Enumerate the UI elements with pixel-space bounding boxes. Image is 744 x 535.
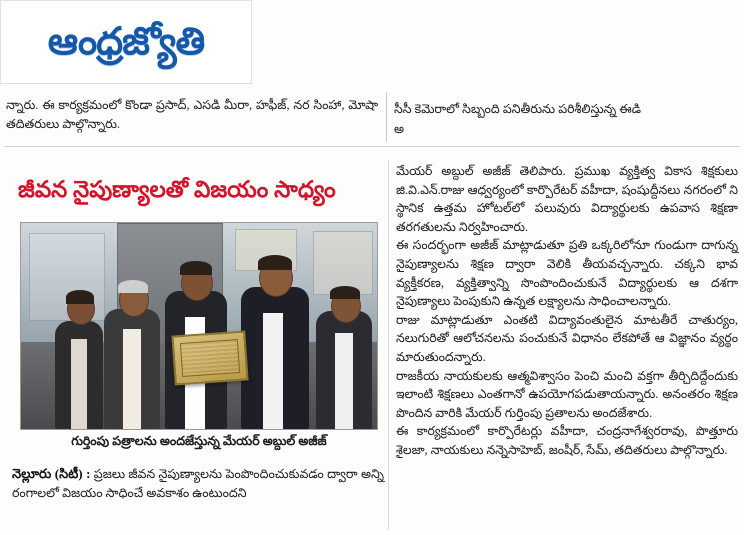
photo-memento-plaque-inner <box>180 339 240 377</box>
top-right-caption <box>394 100 744 138</box>
article-lead-text: ప్రజలు జీవన నైపుణ్యాలను పెంపొందించుకువడం ద్వారా అన్ని రంగాలలో విజయం సాధించే అవకాశం ఉంటుందని <box>12 467 385 500</box>
photo-person-2 <box>101 277 163 429</box>
article-photo <box>20 222 378 430</box>
top-left-continuation-text: న్నారు. ఈ కార్యక్రమంలో కొండా ప్రసాద్, ఎసడి మీరా, హఫీజ్, నర సింహా, మోషా తదితరులు పాల్గొన్నారు. <box>6 98 378 131</box>
photo-person-1-shirt <box>71 339 87 429</box>
article-right-column <box>396 162 738 460</box>
photo-person-2-hair <box>118 280 148 293</box>
photo-person-4-shirt <box>263 313 283 429</box>
photo-caption: గుర్తింపు పత్రాలను అందజేస్తున్న మేయర్ అబ్దుల్ అజీజ్ <box>71 434 327 448</box>
column-divider-main <box>388 160 389 530</box>
masthead-title: ఆంధ్రజ్యోతి <box>47 21 205 63</box>
photo-person-5 <box>313 281 375 429</box>
masthead-logo <box>0 0 252 84</box>
photo-memento-plaque <box>171 330 248 385</box>
article-paragraph: మేయర్ అబ్దుల్ అజీజ్ తెలిపారు. ప్రముఖ వ్యక్తిత్వ వికాస శిక్షకులు జి.వి.ఎన్.రాజు ఆధ్వర్యంలో కార్పొరేటర్ వహీదా, షంషుద్దీనలు నగరంలో ని స్థానిక ఉత్తమ హోటల్‌లో పలువురు విద్యార్థులకు ఉపవాస శిక్షణా తరగతులను నిర్వహించారు. <box>396 164 738 234</box>
section-divider <box>4 146 740 147</box>
photo-person-4 <box>237 253 313 429</box>
article-paragraph: ఈ సందర్భంగా అజీజ్ మాట్లాడుతూ ప్రతి ఒక్కరిలోనూ గుండుగా దాగున్న నైపుణ్యాలను శిక్షణ ద్వారా వెలికి తీయవచ్చన్నారు. చక్కని భావ వ్యక్తీకరణ, వ్యక్తిత్వాన్ని సొంపొందించుకునే విద్యార్థులకు ఆ దశగా నైపుణ్యాలు పెంపుకుని ఉన్నత లక్ష్యాలను సాధించాలన్నారు. <box>396 238 738 309</box>
article-paragraph: రాజకీయ నాయకులకు ఆత్మవిశ్వాసం పెంచి మంచి వక్తగా తీర్చిదిద్దేందుకు ఇలాంటి శిక్షణలు ఎంతగానో ఉపయోగపడుతాయన్నారు. అనంతరం శిక్షణ పొందిన వారికి మేయర్ గుర్తింపు ప్రతాలను అందజేశారు. <box>396 368 738 420</box>
article-paragraph: ఈ కార్యక్రమంలో కార్పొరేటర్లు వహీదా, చంద్రనాగేశ్వరరావు, పొత్తూరు శైలజా, నాయకులు నన్నెసాహెబ్, జంషీర్, సేమ్, తదితరులు పాల్గొన్నారు. <box>396 424 738 457</box>
top-right-caption-line2: అ <box>394 122 405 136</box>
article-paragraph: రాజు మాట్లాడుతూ ఎంతటి విద్యావంతులైన మాటతీరే చాతుర్యం, నలుగురితో ఆలోచనలను పంచుకునే విధానం లేకపోతే ఆ విజ్ఞానం వ్యర్థం మారుతుందన్నారు. <box>396 312 738 364</box>
photo-person-5-hair <box>330 286 360 299</box>
photo-person-1 <box>51 289 107 429</box>
photo-person-3-hair <box>180 261 212 275</box>
photo-person-4-hair <box>258 255 292 270</box>
photo-person-1-hair <box>66 290 94 304</box>
top-right-caption-line1: సీసీ కెమెరాలో సిబ్బంది పనితీరును పరిశీలిస్తున్న ఈడి <box>394 102 641 116</box>
article-lead-paragraph <box>12 464 384 503</box>
photo-person-2-shirt <box>123 329 141 429</box>
photo-person-5-shirt <box>335 333 353 429</box>
article-dateline: నెల్లూరు (సిటీ) : <box>12 466 91 481</box>
column-divider-top <box>386 92 387 142</box>
article-headline: జీవన నైపుణ్యాలతో విజయం సాధ్యం <box>18 177 336 202</box>
